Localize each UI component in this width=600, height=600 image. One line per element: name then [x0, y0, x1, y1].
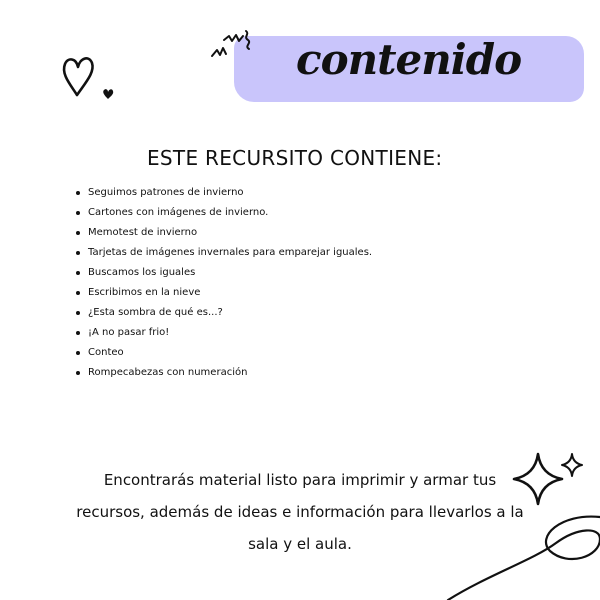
squiggle-doodle-icon: [208, 28, 258, 62]
list-item-text: Seguimos patrones de invierno: [88, 187, 244, 198]
bullet-icon: [76, 351, 80, 355]
list-item-text: Buscamos los iguales: [88, 267, 196, 278]
bullet-icon: [76, 311, 80, 315]
list-item: [74, 183, 372, 203]
list-item-text: Conteo: [88, 347, 124, 358]
footer-text: Encontrarás material listo para imprimir y armar tus recursos, además de ideas e información para llevarlos a la sala y el aula.: [76, 471, 524, 553]
bullet-icon: [76, 211, 80, 215]
content-list: [74, 183, 372, 383]
swirl-line-icon: [438, 505, 600, 600]
list-item: [74, 343, 372, 363]
list-item-text: Memotest de invierno: [88, 227, 198, 238]
list-item-text: Cartones con imágenes de invierno.: [88, 207, 269, 218]
list-item: [74, 303, 372, 323]
list-item: [74, 363, 372, 383]
list-item-text: ¿Esta sombra de qué es...?: [88, 307, 223, 318]
bullet-icon: [76, 271, 80, 275]
bullet-icon: [76, 251, 80, 255]
list-item-text: ¡A no pasar frio!: [88, 327, 170, 338]
bullet-icon: [76, 371, 80, 375]
list-item: [74, 203, 372, 223]
heart-doodle-icon: [56, 50, 122, 112]
sparkle-icon: [510, 448, 590, 510]
list-item: [74, 243, 372, 263]
bullet-icon: [76, 331, 80, 335]
list-item: [74, 223, 372, 243]
bullet-icon: [76, 291, 80, 295]
list-item-text: Rompecabezas con numeración: [88, 367, 248, 378]
list-item: [74, 283, 372, 303]
bullet-icon: [76, 231, 80, 235]
list-item-text: Escribimos en la nieve: [88, 287, 201, 298]
page-title: contenido: [296, 35, 522, 84]
list-item: [74, 263, 372, 283]
list-item-text: Tarjetas de imágenes invernales para emparejar iguales.: [88, 247, 373, 258]
bullet-icon: [76, 191, 80, 195]
list-item: [74, 323, 372, 343]
section-heading: ESTE RECURSITO CONTIENE:: [147, 146, 443, 170]
